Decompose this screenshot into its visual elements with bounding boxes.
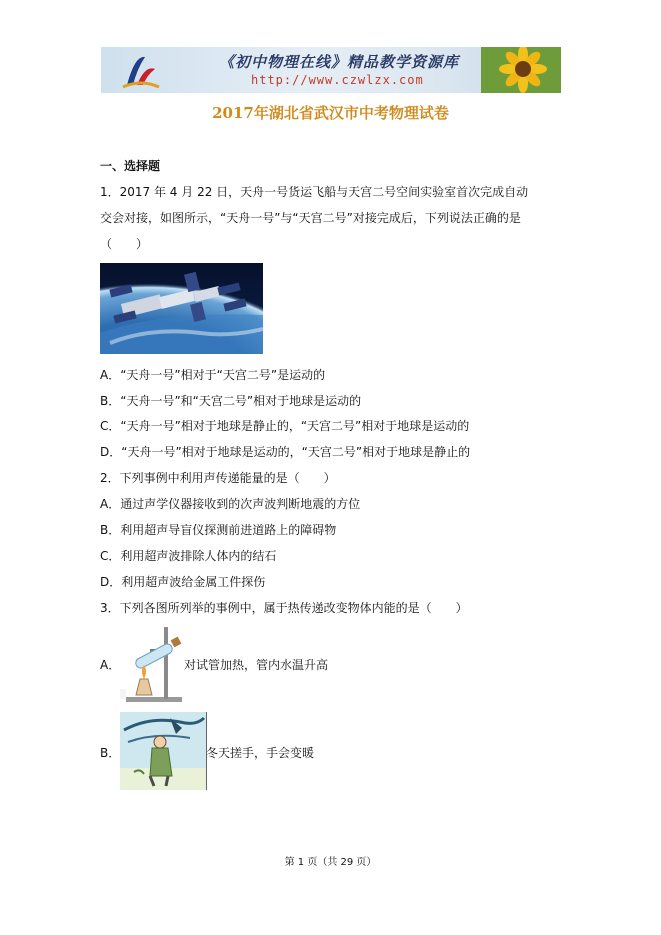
q1-option-c: C．“天舟一号”相对于地球是静止的，“天宫二号”相对于地球是运动的 <box>100 419 470 433</box>
q2-stem: 2．下列事例中利用声传递能量的是（ ） <box>100 471 336 485</box>
q3-rubbing-hands-image <box>120 712 207 790</box>
q3-option-a-text: 对试管加热，管内水温升高 <box>184 658 329 672</box>
banner-title: 《初中物理在线》精品教学资源库 <box>219 53 460 71</box>
q1-space-station-image <box>100 263 263 354</box>
sunflower-icon <box>481 47 561 93</box>
q3-option-b-letter: B． <box>100 746 121 760</box>
q1-stem-line-2: 交会对接，如图所示，“天舟一号”与“天宫二号”对接完成后，下列说法正确的是 <box>100 211 521 225</box>
document-title: 2017年湖北省武汉市中考物理试卷 <box>212 104 449 122</box>
q1-option-a: A．“天舟一号”相对于“天宫二号”是运动的 <box>100 368 326 382</box>
q3-test-tube-heating-image <box>120 625 184 705</box>
logo-icon <box>121 51 161 89</box>
q3-stem: 3．下列各图所列举的事例中，属于热传递改变物体内能的是（ ） <box>100 601 468 615</box>
q2-option-d: D．利用超声波给金属工件探伤 <box>100 575 266 589</box>
q1-stem-line-3: （ ） <box>100 237 149 251</box>
q1-stem-line-1: 1．2017 年 4 月 22 日，天舟一号货运飞船与天宫二号空间实验室首次完成自动 <box>100 185 529 199</box>
q3-option-a-letter: A． <box>100 658 121 672</box>
q2-option-b: B．利用超声导盲仪探测前进道路上的障碍物 <box>100 523 337 537</box>
section-heading: 一、选择题 <box>100 159 161 173</box>
q1-option-b: B．“天舟一号”和“天宫二号”相对于地球是运动的 <box>100 394 362 408</box>
page-footer: 第 1 页（共 29 页） <box>284 857 377 868</box>
q2-option-a: A．通过声学仪器接收到的次声波判断地震的方位 <box>100 497 361 511</box>
q1-option-d: D．“天舟一号”相对于地球是运动的，“天宫二号”相对于地球是静止的 <box>100 445 471 459</box>
q2-option-c: C．利用超声波排除人体内的结石 <box>100 549 277 563</box>
q3-option-b-text: 冬天搓手，手会变暖 <box>206 746 315 760</box>
header-banner <box>101 47 561 93</box>
banner-url[interactable]: http://www.czwlzx.com <box>251 73 424 87</box>
